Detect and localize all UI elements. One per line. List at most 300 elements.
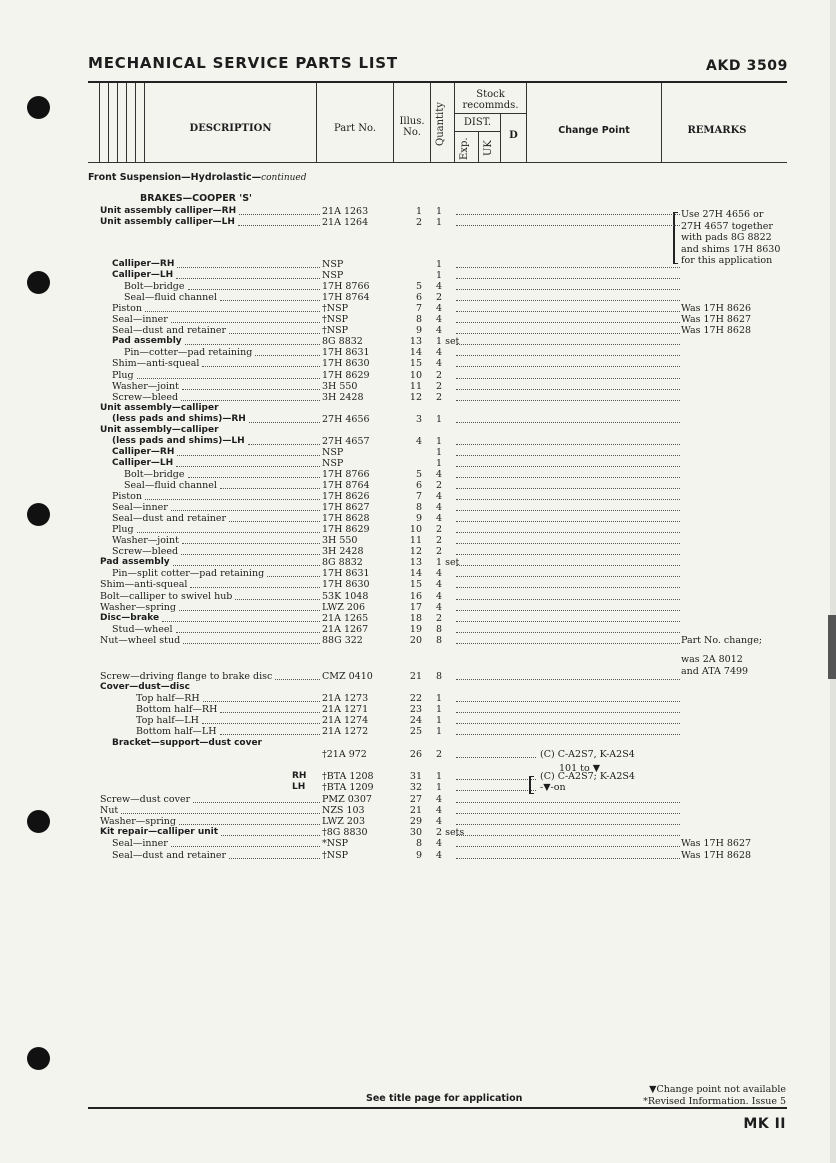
illus-number: 23	[409, 704, 422, 716]
remark-line: was 2A 8012	[681, 654, 743, 665]
part-number: LWZ 203	[322, 816, 366, 828]
table-row	[0, 325, 836, 336]
quantity: 4	[436, 579, 443, 591]
leader-dots	[171, 322, 320, 323]
table-row	[0, 206, 836, 217]
leader-dots	[456, 444, 680, 445]
illus-number: 9	[415, 513, 422, 525]
part-number: 17H 8631	[322, 347, 370, 359]
leader-dots	[456, 521, 680, 522]
quantity: 1	[436, 435, 443, 447]
part-number: *NSP	[322, 838, 348, 850]
binder-hole	[27, 96, 50, 119]
illus-number: 8	[415, 502, 422, 514]
header-top-rule	[88, 81, 787, 83]
leader-dots	[456, 477, 680, 478]
part-description: Bottom half—LH	[136, 726, 217, 738]
leader-dots	[183, 643, 320, 644]
quantity: 4	[436, 513, 443, 525]
leader-dots	[185, 344, 320, 345]
leader-dots	[179, 610, 320, 611]
illus-number: 15	[409, 358, 422, 370]
table-row	[0, 502, 836, 513]
leader-dots	[456, 510, 680, 511]
part-number: 17H 8764	[322, 480, 370, 491]
leader-dots	[456, 366, 680, 367]
illus-number: 21	[409, 671, 422, 682]
table-row	[0, 381, 836, 392]
table-row	[0, 782, 836, 793]
col-divider	[99, 83, 100, 163]
table-row	[0, 579, 836, 590]
part-description: Seal—inner	[112, 314, 168, 326]
footer-note-2: *Revised Information. Issue 5	[643, 1095, 786, 1107]
page-ref: MK II	[743, 1116, 786, 1132]
col-dist: DIST.	[463, 117, 492, 128]
illus-number: 3	[415, 413, 422, 425]
illus-number: 8	[415, 838, 422, 850]
leader-dots	[456, 532, 680, 533]
table-row	[0, 524, 836, 535]
part-description: Seal—inner	[112, 502, 168, 514]
part-description: Seal—fluid channel	[124, 292, 217, 304]
table-row	[0, 693, 836, 704]
quantity: 2 sets	[436, 827, 465, 839]
part-number: NSP	[322, 270, 344, 282]
leader-dots	[190, 587, 320, 588]
illus-number: 8	[415, 314, 422, 326]
part-description: (less pads and shims)—LH	[112, 435, 245, 446]
quantity: 4	[436, 314, 443, 326]
leader-dots	[456, 300, 680, 301]
col-divider	[526, 83, 527, 163]
col-divider	[478, 131, 479, 163]
leader-dots	[456, 824, 680, 825]
leader-dots	[456, 679, 680, 680]
quantity: 4	[436, 325, 443, 337]
leader-dots	[179, 824, 320, 825]
leader-dots	[182, 543, 320, 544]
part-description: Nut—wheel stud	[100, 634, 181, 646]
leader-dots	[456, 214, 680, 215]
leader-dots	[121, 813, 320, 814]
part-description: Washer—spring	[100, 601, 176, 613]
quantity: 2	[436, 524, 443, 536]
part-description: Bracket—support—dust cover	[112, 737, 262, 748]
footer-rule	[88, 1107, 787, 1109]
part-number: 17H 8626	[322, 491, 370, 503]
part-description: (less pads and shims)—RH	[112, 413, 246, 424]
col-uk: UK	[483, 140, 494, 156]
leader-dots	[220, 734, 320, 735]
leader-dots	[456, 378, 680, 379]
part-description: Washer—joint	[112, 380, 179, 392]
leader-dots	[145, 311, 320, 312]
illus-number: 2	[415, 217, 422, 228]
remark-line: and ATA 7499	[681, 665, 749, 677]
part-number: 17H 8631	[322, 568, 370, 580]
illus-number: 10	[409, 369, 422, 381]
illus-number: 13	[409, 336, 422, 348]
quantity: 1	[436, 457, 443, 469]
leader-dots	[275, 679, 320, 680]
part-description: Pad assembly	[100, 557, 170, 568]
document-ref: AKD 3509	[706, 58, 788, 74]
part-number: 17H 8628	[322, 513, 370, 525]
illus-number: 17	[409, 601, 422, 613]
leader-dots	[456, 757, 536, 758]
leader-dots	[182, 389, 320, 390]
illus-number: 29	[409, 816, 422, 828]
leader-dots	[456, 587, 680, 588]
part-number: 27H 4657	[322, 435, 370, 447]
illus-number: 10	[409, 524, 422, 536]
quantity: 2	[436, 380, 443, 392]
quantity: 4	[436, 805, 443, 817]
leader-dots	[162, 621, 320, 622]
leader-dots	[177, 267, 320, 268]
table-row	[0, 347, 836, 358]
part-description: Unit assembly calliper—LH	[100, 217, 235, 227]
table-row	[0, 771, 836, 782]
leader-dots	[456, 701, 680, 702]
leader-dots	[456, 846, 680, 847]
col-change-point: Change Point	[558, 125, 630, 136]
part-number: 21A 1263	[322, 206, 369, 217]
section-title: Front Suspension—Hydrolastic—	[88, 172, 262, 183]
leader-dots	[456, 610, 680, 611]
remark: Was 17H 8627	[681, 838, 752, 850]
leader-dots	[456, 543, 680, 544]
leader-dots	[456, 466, 680, 467]
part-description: Screw—bleed	[112, 391, 179, 403]
quantity: 4	[436, 568, 443, 580]
leader-dots	[456, 225, 680, 226]
table-row	[0, 447, 836, 458]
nut-remarks-extra	[681, 654, 748, 677]
part-number: 8G 8832	[322, 557, 363, 569]
leader-dots	[137, 378, 320, 379]
table-row	[0, 827, 836, 838]
illus-number: 31	[409, 771, 422, 782]
table-row	[0, 480, 836, 491]
illus-number: 7	[415, 303, 422, 315]
part-number: 21A 1267	[322, 623, 369, 635]
part-description: Washer—spring	[100, 816, 176, 828]
illus-number: 5	[415, 468, 422, 480]
table-row	[0, 336, 836, 347]
part-description: Bottom half—RH	[136, 704, 218, 716]
part-number: 17H 8766	[322, 468, 370, 480]
part-number: 17H 8630	[322, 358, 370, 370]
quantity: 1	[436, 715, 443, 727]
table-row	[0, 805, 836, 816]
leader-dots	[220, 300, 320, 301]
part-number: 21A 1265	[322, 612, 369, 624]
illus-number: 11	[409, 535, 422, 547]
section-heading	[88, 172, 307, 183]
part-description: Seal—dust and retainer	[112, 325, 227, 337]
table-row	[0, 469, 836, 480]
col-illus-2: No.	[403, 127, 421, 138]
part-number: 3H 2428	[322, 546, 364, 558]
change-point: -▼-on	[540, 782, 566, 793]
leader-dots	[229, 858, 320, 859]
change-point: (C) C-A2S7, K-A2S4	[540, 749, 635, 760]
col-stock-2: recommds.	[462, 100, 519, 111]
illus-number: 9	[415, 849, 422, 861]
part-description: Shim—anti-squeal	[112, 358, 200, 370]
leader-dots	[456, 289, 680, 290]
illus-number: 30	[409, 827, 422, 839]
part-description: Calliper—RH	[112, 259, 175, 269]
quantity: 1	[436, 726, 443, 738]
leader-dots	[220, 488, 320, 489]
leader-dots	[456, 858, 680, 859]
table-row	[0, 314, 836, 325]
leader-dots	[171, 846, 320, 847]
table-row	[0, 602, 836, 613]
header-bottom-rule	[88, 162, 787, 163]
part-description: Seal—dust and retainer	[112, 513, 227, 525]
table-row	[0, 838, 836, 849]
quantity: 4	[436, 816, 443, 828]
leader-dots	[255, 355, 320, 356]
quantity: 1	[436, 771, 443, 782]
illus-number: 32	[409, 782, 422, 793]
table-row	[0, 557, 836, 568]
illus-number: 16	[409, 590, 422, 602]
part-description: Bolt—bridge	[124, 468, 185, 480]
leader-dots	[456, 389, 680, 390]
part-description: Calliper—RH	[112, 446, 175, 457]
leader-dots	[221, 835, 320, 836]
part-description: Top half—RH	[136, 693, 200, 705]
quantity: 2	[436, 369, 443, 381]
leader-dots	[456, 455, 680, 456]
leader-dots	[456, 621, 680, 622]
leader-dots	[181, 400, 320, 401]
part-number: LWZ 206	[322, 601, 366, 613]
table-row	[0, 624, 836, 635]
quantity: 1	[436, 217, 443, 228]
quantity: 4	[436, 468, 443, 480]
table-row	[0, 682, 836, 693]
table-row	[0, 513, 836, 524]
leader-dots	[456, 576, 680, 577]
part-description: Bolt—bridge	[124, 281, 185, 293]
illus-number: 1	[415, 206, 422, 217]
leader-dots	[456, 734, 680, 735]
quantity: 2	[436, 546, 443, 558]
part-number: 21A 1273	[322, 693, 369, 705]
table-row	[0, 270, 836, 281]
part-description: Unit assembly—calliper	[100, 402, 219, 413]
part-number: 3H 550	[322, 535, 358, 547]
binder-hole	[27, 1047, 50, 1070]
footer-note-1: ▼Change point not available	[649, 1084, 786, 1095]
section-continued: continued	[261, 173, 307, 183]
part-description: Bolt—calliper to swivel hub	[100, 590, 233, 602]
leader-dots	[456, 813, 680, 814]
table-row	[0, 591, 836, 602]
illus-number: 26	[409, 749, 422, 760]
side-label: RH	[292, 771, 307, 781]
part-description: Piston	[112, 303, 142, 315]
quantity: 4	[436, 303, 443, 315]
quantity: 1	[436, 206, 443, 217]
table-row	[0, 816, 836, 827]
table-row	[0, 436, 836, 447]
illus-number: 27	[409, 794, 422, 805]
illus-number: 12	[409, 391, 422, 403]
quantity: 2	[436, 535, 443, 547]
part-description: Calliper—LH	[112, 457, 174, 468]
part-number: 3H 2428	[322, 391, 364, 403]
leader-dots	[456, 422, 680, 423]
quantity: 4	[436, 849, 443, 861]
leader-dots	[229, 521, 320, 522]
illus-number: 11	[409, 380, 422, 392]
leader-dots	[202, 366, 320, 367]
quantity: 1	[436, 446, 443, 458]
part-description: Piston	[112, 491, 142, 503]
stock-rule	[454, 113, 526, 114]
quantity: 1	[436, 413, 443, 425]
table-row	[0, 425, 836, 436]
leader-dots	[188, 477, 320, 478]
part-description: Unit assembly—calliper	[100, 424, 219, 435]
col-divider	[430, 83, 431, 163]
note-line: with pads 8G 8822	[681, 232, 772, 243]
leader-dots	[176, 632, 320, 633]
leader-dots	[193, 802, 320, 803]
change-point-bracket	[529, 776, 534, 794]
quantity: 4	[436, 281, 443, 293]
illus-number: 15	[409, 579, 422, 591]
quantity: 4	[436, 358, 443, 370]
part-number: †8G 8830	[322, 827, 368, 839]
quantity: 2	[436, 480, 443, 491]
part-number: 17H 8630	[322, 579, 370, 591]
part-number: 21A 1274	[322, 715, 369, 727]
table-row	[0, 535, 836, 546]
table-row	[0, 546, 836, 557]
remark: Was 17H 8628	[681, 849, 752, 861]
leader-dots	[456, 643, 680, 644]
quantity: 4	[436, 601, 443, 613]
leader-dots	[235, 599, 320, 600]
part-number: 17H 8629	[322, 524, 370, 536]
part-description: Nut	[100, 805, 119, 817]
remark: Was 17H 8627	[681, 314, 752, 326]
table-row	[0, 794, 836, 805]
illus-number: 5	[415, 281, 422, 293]
illus-number: 12	[409, 546, 422, 558]
table-row	[0, 259, 836, 270]
quantity: 1	[436, 270, 443, 282]
illus-number: 22	[409, 693, 422, 705]
leader-dots	[456, 599, 680, 600]
part-number: NSP	[322, 457, 344, 469]
quantity: 4	[436, 502, 443, 514]
part-description: Pin—split cotter—pad retaining	[112, 568, 265, 580]
application-footnote: See title page for application	[366, 1093, 523, 1104]
illus-number: 20	[409, 634, 422, 646]
col-description: DESCRIPTION	[189, 123, 272, 134]
part-description: Seal—dust and retainer	[112, 849, 227, 861]
illus-number: 4	[415, 435, 422, 447]
table-row	[0, 403, 836, 414]
quantity: 2	[436, 612, 443, 624]
leader-dots	[181, 554, 320, 555]
part-description: Cover—dust—disc	[100, 682, 190, 692]
leader-dots	[456, 344, 680, 345]
part-description: Screw—dust cover	[100, 794, 191, 805]
leader-dots	[456, 632, 680, 633]
col-illus-1: Illus.	[399, 116, 425, 127]
leader-dots	[176, 466, 320, 467]
quantity: 8	[436, 634, 443, 646]
table-row	[0, 491, 836, 502]
quantity: 1	[436, 782, 443, 793]
leader-dots	[202, 723, 320, 724]
part-description: Seal—fluid channel	[124, 480, 217, 491]
leader-dots	[203, 701, 320, 702]
table-row	[0, 281, 836, 292]
part-number: 17H 8766	[322, 281, 370, 293]
table-row	[0, 613, 836, 624]
leader-dots	[456, 322, 680, 323]
part-number: CMZ 0410	[322, 671, 373, 682]
dist-rule	[454, 131, 500, 132]
illus-number: 18	[409, 612, 422, 624]
quantity: 4	[436, 347, 443, 359]
leader-dots	[145, 499, 320, 500]
col-divider	[108, 83, 109, 163]
col-divider	[135, 83, 136, 163]
illus-number: 25	[409, 726, 422, 738]
part-description: Seal—inner	[112, 838, 168, 850]
table-row	[0, 358, 836, 369]
leader-dots	[456, 333, 680, 334]
part-description: Stud—wheel	[112, 623, 173, 635]
table-row	[0, 704, 836, 715]
part-description: Plug	[112, 369, 134, 381]
table-row	[0, 414, 836, 425]
col-divider	[117, 83, 118, 163]
leader-dots	[456, 499, 680, 500]
part-description: Shim—anti-squeal	[100, 579, 188, 591]
leader-dots	[456, 779, 536, 780]
quantity: 1	[436, 704, 443, 716]
table-row	[0, 749, 836, 760]
leader-dots	[173, 565, 320, 566]
quantity: 2	[436, 749, 443, 760]
leader-dots	[456, 267, 680, 268]
remark: Was 17H 8626	[681, 303, 752, 315]
subsection-heading: BRAKES—COOPER 'S'	[140, 193, 252, 204]
quantity: 1	[436, 259, 443, 270]
quantity: 1 set	[436, 336, 460, 348]
illus-number: 14	[409, 568, 422, 580]
col-exp: Exp.	[459, 137, 470, 160]
part-number: †NSP	[322, 314, 348, 326]
illus-number: 9	[415, 325, 422, 337]
leader-dots	[220, 712, 320, 713]
leader-dots	[456, 723, 680, 724]
quantity: 1	[436, 693, 443, 705]
